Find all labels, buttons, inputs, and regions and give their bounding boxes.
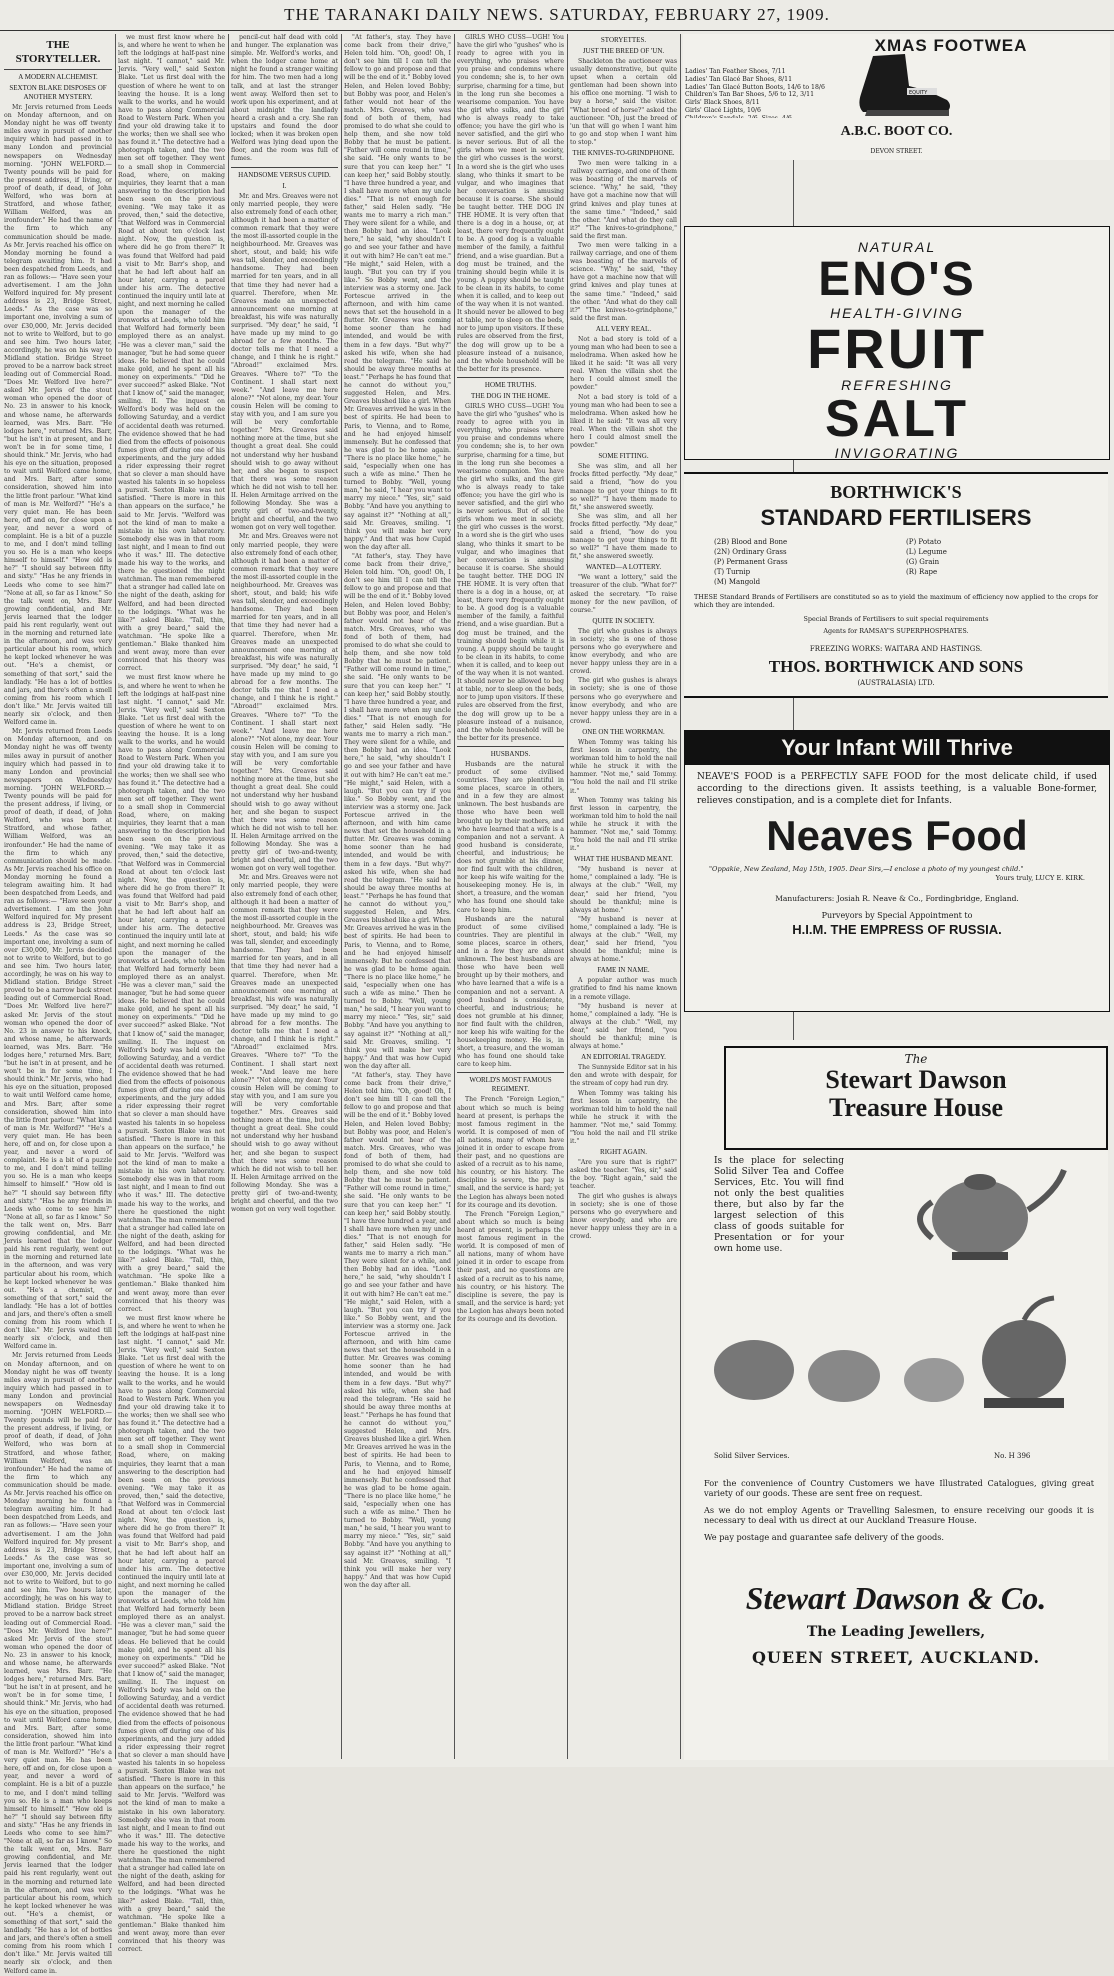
neaves-food-ad bbox=[684, 730, 1110, 1012]
article-text: The girl who gushes is always in society; she is one of those persons who go everywhere and know everybody, and who are never happy unless they are in a crowd. bbox=[570, 677, 677, 725]
story-headline: ONE ON THE WORKMAN. bbox=[582, 727, 665, 736]
story-headline: WORLD'S MOST FAMOUS REGIMENT. bbox=[469, 1076, 552, 1094]
article-text: Two men were talking in a railway carriage, and one of them was boasting of the marvels of science. "Why," he said, "they have got a machine now that will grind knives and play tunes at the same time." "Indeed," said the other. "And what do they call it?" "The knives-to-grindphone," said the first man. bbox=[570, 241, 677, 322]
image-caption: No. H 396 bbox=[994, 1452, 1031, 1460]
ad-maker: Manufacturers: Josiah R. Neave & Co., Fordingbridge, England. bbox=[775, 893, 1019, 903]
article-text: Shackleton the auctioneer was usually demonstrative, but quite upset when a certain old gentleman had been shown into his office one morning. "I wish to buy a horse," said the visitor. "What breed of horse?" asked the auctioneer. "Oh, just the breed of 'un that will go when I want him to go and stop when I want him to stop." bbox=[570, 58, 677, 146]
ad-title: Stewart Dawson bbox=[825, 1065, 1007, 1094]
article-text: The girl who gushes is always in society; she is one of those persons who go everywhere and know everybody, and who are never happy unless they are in a crowd. bbox=[570, 627, 677, 676]
article-text: Mr. and Mrs. Greaves were not only married people, they were also extremely fond of each other, although it had been a matter of common remark that they were the most ill-assorted couple in the neighbourhood. Mr. Greaves was short, stout, and bald; his wife was tall, slender, and exceedingly handsome. They had been married for ten years, and in all that time they had never had a quarrel. Therefore, when Mr. Greaves made an unexpected announcement one morning at breakfast, his wife was naturally surprised. "My dear," he said, "I have made up my mind to go abroad for a few months. The doctor tells me that I need a change, and I think he is right." "Abroad!" exclaimed Mrs. Greaves. "Where to?" "To the Continent. I shall start next week." "And leave me here alone?" "Not alone, my dear. Your cousin Helen will be coming to stay with you, and I am sure you will be very comfortable together." Mrs. Greaves said nothing more at the time, but she thought a great deal. She could not understand why her husband should wish to go away without her, and she began to suspect that there was some reason which he did not wish to tell her. II. Helen Armitage arrived on the following Monday. She was a pretty girl of two-and-twenty, bright and cheerful, and the two women got on very well together. bbox=[231, 874, 338, 1214]
story-headline: THE KNIVES-TO-GRINDPHONE. bbox=[572, 149, 675, 158]
column-2 bbox=[118, 34, 225, 1954]
ad-sub: The Leading Jewellers, bbox=[806, 1624, 986, 1640]
ad-firm: Stewart Dawson & Co. bbox=[745, 1580, 1047, 1616]
ad-footer bbox=[704, 1478, 1094, 1542]
eno-line: REFRESHING bbox=[841, 377, 953, 393]
article-text: She was slim, and all her frocks fitted perfectly. "My dear," said a friend, "how do you manage to get your things to fit so well?" "I have them made to fit," she answered sweetly. bbox=[570, 512, 677, 561]
story-headline: QUITE IN SOCIETY. bbox=[592, 616, 655, 625]
article-text: A popular author was much gratified to find his name known in a remote village. bbox=[570, 977, 677, 1001]
article-text: Mr. and Mrs. Greaves were not only married people, they were also extremely fond of each other, although it had been a matter of common remark that they were the most ill-assorted couple in the neighbourhood. Mr. Greaves was short, stout, and bald; his wife was tall, slender, and exceedingly handsome. They had been married for ten years, and in all that time they had never had a quarrel. Therefore, when Mr. Greaves made an unexpected announcement one morning at breakfast, his wife was naturally surprised. "My dear," he said, "I have made up my mind to go abroad for a few months. The doctor tells me that I need a change, and I think he is right." "Abroad!" exclaimed Mrs. Greaves. "Where to?" "To the Continent. I shall start next week." "And leave me here alone?" "Not alone, my dear. Your cousin Helen will be coming to stay with you, and I am sure you will be very comfortable together." Mrs. Greaves said nothing more at the time, but she thought a great deal. She could not understand why her husband should wish to go away without her, and she began to suspect that there was some reason which he did not wish to tell her. II. Helen Armitage arrived on the following Monday. She was a pretty girl of two-and-twenty, bright and cheerful, and the two women got on very well together. bbox=[231, 192, 338, 532]
column-6 bbox=[570, 34, 677, 1759]
article-text: She was slim, and all her frocks fitted perfectly. "My dear," said a friend, "how do you manage to get your things to fit so well?" "I have them made to fit," she answered sweetly. bbox=[570, 463, 677, 511]
neave-brand: Neaves Food bbox=[766, 812, 1028, 859]
article-text: GIRLS WHO CUSS—UGH! You have the girl who "gushes" who is ready to agree with you in everything, who praises where you praise and condemns where you condemn; she is, to her own surprise, charming for a time, but in the long run she becomes a wearisome companion. You have the girl who sulks, and the girl who is always ready to take offence; you have the girl who is never satisfied, and the girl who is never serious. But of all the girls whom we meet in society, the girl who cusses is the worst. In a word she is the girl who uses slang, who thinks it smart to be vulgar, and who imagines that her conversation is amusing because it is coarse. She should be taught better. THE DOG IN THE HOME. It is very often that there is a dog in a house, or, at least, there very frequently ought to be. A good dog is a valuable member of the family, a faithful friend, and a wise guardian. But a dog must be trained, and the training should begin while it is young. A puppy should be taught to be clean in its habits, to come when it is called, and to keep out of the way when it is not wanted. It should never be allowed to beg at table, nor to sleep on the beds, nor to jump upon visitors. If these rules are observed from the first, the dog will grow up to be a pleasure instead of a nuisance, and the whole household will be the better for its presence. bbox=[457, 34, 564, 373]
treasure-house-header bbox=[724, 1046, 1108, 1150]
boot-illustration bbox=[843, 50, 955, 120]
column-4 bbox=[344, 34, 451, 1759]
fertiliser-list bbox=[684, 531, 1108, 587]
ad-sub: (AUSTRALASIA) LTD. bbox=[857, 679, 935, 687]
ad-line: Children's Tan Bar Shoes, 5/6 to 12, 3/11 bbox=[685, 91, 815, 99]
ad-tag: Special Brands of Fertilisers to suit special requirements bbox=[803, 615, 989, 623]
teapot-illustration bbox=[860, 1152, 1100, 1270]
abc-boot-address bbox=[683, 148, 1110, 160]
column-5 bbox=[457, 34, 564, 1759]
article-text: When Tommy was taking his first lesson in carpentry, the workman told him to hold the nail while he struck it with the hammer. "Not me," said Tommy. "You hold the nail and I'll strike it." bbox=[570, 738, 677, 795]
article-text: When Tommy was taking his first lesson in carpentry, the workman told him to hold the nail while he struck it with the hammer. "Not me," said Tommy. "You hold the nail and I'll strike it." bbox=[570, 796, 677, 853]
abc-boot-ad bbox=[683, 118, 1110, 148]
ad-firm: A.B.C. BOOT CO. bbox=[840, 124, 953, 139]
article-text: "At father's, stay. They have come back from their drive," Helen told him. "Oh, good! Oh, I don't see him till I can tell the fellow to go and propose and that will be the end of it." Bobby loved Helen, and Helen loved Bobby; but Bobby was poor, and Helen's father would not hear of the match. Mrs. Greaves, who was fond of both of them, had promised to do what she could to help them, and she now told Bobby that he must be patient. "Father will come round in time," she said. "He only wants to be sure that you can keep her." "I can keep her," said Bobby stoutly. "I have three hundred a year, and I shall have more when my uncle dies." "That is not enough for father," said Helen sadly. "He wants me to marry a rich man." They were silent for a while, and then Bobby had an idea. "Look here," he said, "why shouldn't I go and see your father and have it out with him? He can't eat me." "He might," said Helen, with a laugh. "But you can try if you like." So Bobby went, and the interview was a stormy one. Jack Fortescue arrived in the afternoon, and with him came news that set the household in a flutter. Mr. Greaves was coming home sooner than he had intended, and would be with them in a few days. "But why?" asked his wife, when she had read the telegram. "He said he should be away three months at least." "Perhaps he has found that he cannot do without you," suggested Helen, and Mrs. Greaves blushed like a girl. When Mr. Greaves arrived he was in the best of spirits. He had been to Paris, to Vienna, and to Rome, and he had enjoyed himself immensely. But he confessed that he was glad to be home again. "There is no place like home," he said, "especially when one has such a wife as mine." Then he turned to Bobby. "Well, young man," he said, "I hear you want to marry my niece." "Yes, sir," said Bobby. "And have you anything to say against it?" "Nothing at all," said Mr. Greaves, smiling. "I think you will make her very happy." And that was how Cupid won the day after all. bbox=[344, 1072, 451, 1589]
article-text: The Sunnyside Editor sat in his den and wrote with despair, for the stream of copy had run dry. bbox=[570, 1064, 677, 1088]
shoe-label: EQUITY bbox=[909, 90, 928, 96]
ad-footer-line: We pay postage and guarantee safe delivery of the goods. bbox=[704, 1531, 945, 1542]
fertiliser-item: (P) Permanent Grass bbox=[714, 558, 788, 566]
article-text: Not a bad story is told of a young man who had been to see a melodrama. When asked how he liked it he said: "It was all very real. When the villain shot the hero I could almost smell the powder." bbox=[570, 335, 677, 392]
ad-title: STANDARD FERTILISERS bbox=[760, 505, 1032, 530]
story-subhead: THE DOG IN THE HOME. bbox=[471, 391, 550, 400]
divider bbox=[457, 377, 564, 378]
story-headline: FAME IN NAME. bbox=[597, 966, 650, 975]
column-3 bbox=[231, 34, 338, 1759]
fertiliser-item: (T) Turnip bbox=[714, 568, 751, 576]
fertiliser-item: (2B) Blood and Bone bbox=[714, 538, 788, 546]
divider bbox=[457, 746, 564, 747]
ad-tag: Agents for RAMSAY'S SUPERPHOSPHATES. bbox=[823, 627, 969, 635]
section-heading: STORYETTES. bbox=[600, 36, 647, 44]
stewart-dawson-ad bbox=[684, 1040, 1108, 1760]
article-text: Mr. Jervis returned from Leeds on Monday afternoon, and on Monday night he was off twenty miles away in pursuit of another inquiry which had passed in to many London and provincial newspapers on Wednesday morning. "JOHN WELFORD.—Twenty pounds will be paid for the present address, if living, or proof of death, if dead, of John Welford, who was born at Stratford, and whose father, William Welford, was an ironfounder." He had the name of the firm to which any communication should be made. As Mr. Jervis reached his office on Monday morning he found a telegram awaiting him. It had been despatched from Leeds, and ran as follows:— "Have seen your advertisement. I am the John Welford inquired for. My present address is 23, Bridge Street, Leeds." As the case was so important one, involving a sum of over £30,000, Mr. Jervis decided not to write to Welford, but to go and see him. Two hours later, accordingly, he was on his way to Midland station. Bridge Street proved to be a narrow back street leading out of Commercial Road. "Does Mr. Welford live here?" asked Mr. Jervis of the stout woman who opened the door of No. 23 in answer to his knock, and whose name, he afterwards learned, was Mrs. Barr. "He lodges here," returned Mrs. Barr, "but he isn't in at present, and he won't be in for some time, I should think." Mr. Jervis, who had his eye on the situation, proposed to wait until Welford came home, and Mrs. Barr, after some consideration, showed him into the little front parlour. "What kind of man is Mr. Welford?" "He's a very quiet man. He has been here, off and on, for close upon a year, and never a word of complaint. He is a bit of a puzzle to me, and I don't mind telling you so. He is a man who keeps himself to himself." "How old is he?" "I should say between fifty and sixty." "Has he any friends in Leeds who come to see him?" "None at all, so far as I know." So the talk went on, Mrs. Barr growing confidential, and Mr. Jervis learned that the lodger paid his rent regularly, went out in the morning and returned late in the afternoon, and was very particular about his room, which he kept locked whenever he was out. "He's a chemist, or something of that sort," said the landlady. "He has a lot of bottles and jars, and there's often a smell coming from his room which I don't like." Mr. Jervis waited till nearly six o'clock, and then Welford came in. bbox=[4, 728, 112, 1351]
ad-footer-line: As we do not employ Agents or Travelling Salesmen, to ensure receiving our goods it is necessary to deal with us direct at our Auckland Treasure House. bbox=[704, 1504, 1094, 1526]
ad-firm: THOS. BORTHWICK AND SONS bbox=[768, 657, 1024, 676]
ad-line: Girls' Glacé Lights, 10/6 bbox=[685, 106, 761, 114]
tea-service-illustration bbox=[694, 1290, 1098, 1450]
story-headline: HUSBANDS. bbox=[490, 749, 531, 758]
image-caption: Solid Silver Services. bbox=[714, 1452, 790, 1460]
story-headline: HOME TRUTHS. bbox=[484, 380, 537, 389]
fertiliser-item: (2N) Ordinary Grass bbox=[714, 548, 787, 556]
article-text: we must first know where he is, and where he went to when he left the lodgings at half-past nine last night. "I cannot," said Mr. Jervis. "Very well," said Sexton Blake. "Let us first deal with the question of where he went to on leaving the house. It is a long walk to the works, and he would have to pass along Commercial Road to Western Park. When you find your old drawing take it to the works; then we shall see who has found it." The detective had a photograph taken, and the two men set off together. They went to a small shop in Commercial Road, where, on making inquiries, they learnt that a man answering to the description had been seen on the previous evening. "We may take it as proved, then," said the detective, "that Welford was in Commercial Road at about ten o'clock last night. Now, the question is, where did he go from there?" It was found that Welford had paid a visit to Mr. Barr's shop, and that he had left about half an hour later, carrying a parcel under his arm. The detective continued the inquiry until late at night, and next morning he called upon the manager of the ironworks at Leeds, who told him that Welford had formerly been employed there as an analyst. "He was a clever man," said the manager, "but he had some queer ideas. He believed that he could make gold, and he spent all his money on experiments." "Did he ever succeed?" asked Blake. "Not that I know of," said the manager, smiling. II. The inquest on Welford's body was held on the following Saturday, and a verdict of accidental death was returned. The evidence showed that he had died from the effects of poisonous fumes given off during one of his experiments, and the jury added a rider expressing their regret that so clever a man should have wasted his talents in so hopeless a pursuit. Sexton Blake was not satisfied. "There is more in this than appears on the surface," he said to Mr. Jervis. "Welford was not the kind of man to make a mistake in his own laboratory. Somebody else was in that room last night, and I mean to find out who it was." III. The detective made his way to the works, and there he questioned the night watchman. The man remembered that a stranger had called late on the night of the death, asking for Welford, and had been directed to the lodgings. "What was he like?" asked Blake. "Tall, thin, with a grey beard," said the watchman. "He spoke like a gentleman." Blake thanked him and went away, more than ever convinced that his theory was correct. bbox=[118, 1314, 225, 1954]
ad-royal: Purveyors by Special Appointment to bbox=[821, 910, 973, 920]
ad-works: FREEZING WORKS: WAITARA AND HASTINGS. bbox=[809, 645, 983, 653]
article-text: GIRLS WHO CUSS—UGH! You have the girl who "gushes" who is ready to agree with you in everything, who praises where you praise and condemns where you condemn; she is, to her own surprise, charming for a time, but in the long run she becomes a wearisome companion. You have the girl who sulks, and the girl who is always ready to take offence; you have the girl who is never satisfied, and the girl who is never serious. But of all the girls whom we meet in society, the girl who cusses is the worst. In a word she is the girl who uses slang, who thinks it smart to be vulgar, and who imagines that her conversation is amusing because it is coarse. She should be taught better. THE DOG IN THE HOME. It is very often that there is a dog in a house, or, at least, there very frequently ought to be. A good dog is a valuable member of the family, a faithful friend, and a wise guardian. But a dog must be trained, and the training should begin while it is young. A puppy should be taught to be clean in its habits, to come when it is called, and to keep out of the way when it is not wanted. It should never be allowed to beg at table, nor to sleep on the beds, nor to jump upon visitors. If these rules are observed from the first, the dog will grow up to be a pleasure instead of a nuisance, and the whole household will be the better for its presence. bbox=[457, 402, 564, 742]
ad-line: Ladies' Tan Glacé Bar Shoes, 8/11 bbox=[685, 75, 793, 83]
article-text: "My husband is never at home," complained a lady. "He is always at the club." "Well, my dear," said her friend, "you should be thankful; mine is always at home." bbox=[570, 915, 677, 964]
ad-the: The bbox=[904, 1052, 928, 1066]
column-rule bbox=[567, 34, 568, 1759]
ad-footer-line: For the convenience of Country Customers we have Illustrated Catalogues, giving great variety of our goods. These are sent free on request. bbox=[704, 1478, 1094, 1499]
ad-title: XMAS FOOTWEA bbox=[874, 36, 1028, 55]
fertiliser-item: (M) Mangold bbox=[714, 578, 761, 586]
article-text: "My husband is never at home," complained a lady. "He is always at the club." "Well, my dear," said her friend, "you should be thankful; mine is always at home." bbox=[570, 1002, 677, 1051]
masthead: THE TARANAKI DAILY NEWS. SATURDAY, FEBRUARY 27, 1909. bbox=[0, 0, 1114, 31]
ad-title: BORTHWICK'S bbox=[830, 482, 962, 502]
article-text: When Tommy was taking his first lesson in carpentry, the workman told him to hold the nail while he struck it with the hammer. "Not me," said Tommy. "You hold the nail and I'll strike it." bbox=[570, 1089, 677, 1146]
column-rule bbox=[454, 34, 455, 1759]
article-text: "Are you sure that is right?" asked the teacher. "Yes, sir," said the boy. "Right again," said the teacher. bbox=[570, 1159, 677, 1191]
article-text: "At father's, stay. They have come back from their drive," Helen told him. "Oh, good! Oh, I don't see him till I can tell the fellow to go and propose and that will be the end of it." Bobby loved Helen, and Helen loved Bobby; but Bobby was poor, and Helen's father would not hear of the match. Mrs. Greaves, who was fond of both of them, had promised to do what she could to help them, and she now told Bobby that he must be patient. "Father will come round in time," she said. "He only wants to be sure that you can keep her." "I can keep her," said Bobby stoutly. "I have three hundred a year, and I shall have more when my uncle dies." "That is not enough for father," said Helen sadly. "He wants me to marry a rich man." They were silent for a while, and then Bobby had an idea. "Look here," he said, "why shouldn't I go and see your father and have it out with him? He can't eat me." "He might," said Helen, with a laugh. "But you can try if you like." So Bobby went, and the interview was a stormy one. Jack Fortescue arrived in the afternoon, and with him came news that set the household in a flutter. Mr. Greaves was coming home sooner than he had intended, and would be with them in a few days. "But why?" asked his wife, when she had read the telegram. "He said he should be away three months at least." "Perhaps he has found that he cannot do without you," suggested Helen, and Mrs. Greaves blushed like a girl. When Mr. Greaves arrived he was in the best of spirits. He had been to Paris, to Vienna, and to Rome, and he had enjoyed himself immensely. But he confessed that he was glad to be home again. "There is no place like home," he said, "especially when one has such a wife as mine." Then he turned to Bobby. "Well, young man," he said, "I hear you want to marry my niece." "Yes, sir," said Bobby. "And have you anything to say against it?" "Nothing at all," said Mr. Greaves, smiling. "I think you will make her very happy." And that was how Cupid won the day after all. bbox=[344, 34, 451, 551]
article-text: "My husband is never at home," complained a lady. "He is always at the club." "Well, my dear," said her friend, "you should be thankful; mine is always at home." bbox=[570, 866, 677, 914]
ad-line: Girls' Black Shoes, 8/11 bbox=[685, 99, 760, 107]
column-1 bbox=[4, 34, 112, 1975]
column-rule bbox=[341, 34, 342, 1759]
fertiliser-item: (R) Rape bbox=[906, 568, 938, 576]
story-headline: HANDSOME VERSUS CUPID. bbox=[238, 170, 331, 179]
article-text: Mr. Jervis returned from Leeds on Monday afternoon, and on Monday night he was off twenty miles away in pursuit of another inquiry which had passed in to many London and provincial newspapers on Wednesday morning. "JOHN WELFORD.—Twenty pounds will be paid for the present address, if living, or proof of death, if dead, of John Welford, who was born at Stratford, and whose father, William Welford, was an ironfounder." He had the name of the firm to which any communication should be made. As Mr. Jervis reached his office on Monday morning he found a telegram awaiting him. It had been despatched from Leeds, and ran as follows:— "Have seen your advertisement. I am the John Welford inquired for. My present address is 23, Bridge Street, Leeds." As the case was so important one, involving a sum of over £30,000, Mr. Jervis decided not to write to Welford, but to go and see him. Two hours later, accordingly, he was on his way to Midland station. Bridge Street proved to be a narrow back street leading out of Commercial Road. "Does Mr. Welford live here?" asked Mr. Jervis of the stout woman who opened the door of No. 23 in answer to his knock, and whose name, he afterwards learned, was Mrs. Barr. "He lodges here," returned Mrs. Barr, "but he isn't in at present, and he won't be in for some time, I should think." Mr. Jervis, who had his eye on the situation, proposed to wait until Welford came home, and Mrs. Barr, after some consideration, showed him into the little front parlour. "What kind of man is Mr. Welford?" "He's a very quiet man. He has been here, off and on, for close upon a year, and never a word of complaint. He is a bit of a puzzle to me, and I don't mind telling you so. He is a man who keeps himself to himself." "How old is he?" "I should say between fifty and sixty." "Has he any friends in Leeds who come to see him?" "None at all, so far as I know." So the talk went on, Mrs. Barr growing confidential, and Mr. Jervis learned that the lodger paid his rent regularly, went out in the morning and returned late in the afternoon, and was very particular about his room, which he kept locked whenever he was out. "He's a chemist, or something of that sort," said the landlady. "He has a lot of bottles and jars, and there's often a smell coming from his room which I don't like." Mr. Jervis waited till nearly six o'clock, and then Welford came in. bbox=[4, 104, 112, 727]
article-text: we must first know where he is, and where he went to when he left the lodgings at half-past nine last night. "I cannot," said Mr. Jervis. "Very well," said Sexton Blake. "Let us first deal with the question of where he went to on leaving the house. It is a long walk to the works, and he would have to pass along Commercial Road to Western Park. When you find your old drawing take it to the works; then we shall see who has found it." The detective had a photograph taken, and the two men set off together. They went to a small shop in Commercial Road, where, on making inquiries, they learnt that a man answering to the description had been seen on the previous evening. "We may take it as proved, then," said the detective, "that Welford was in Commercial Road at about ten o'clock last night. Now, the question is, where did he go from there?" It was found that Welford had paid a visit to Mr. Barr's shop, and that he had left about half an hour later, carrying a parcel under his arm. The detective continued the inquiry until late at night, and next morning he called upon the manager of the ironworks at Leeds, who told him that Welford had formerly been employed there as an analyst. "He was a clever man," said the manager, "but he had some queer ideas. He believed that he could make gold, and he spent all his money on experiments." "Did he ever succeed?" asked Blake. "Not that I know of," said the manager, smiling. II. The inquest on Welford's body was held on the following Saturday, and a verdict of accidental death was returned. The evidence showed that he had died from the effects of poisonous fumes given off during one of his experiments, and the jury added a rider expressing their regret that so clever a man should have wasted his talents in so hopeless a pursuit. Sexton Blake was not satisfied. "There is more in this than appears on the surface," he said to Mr. Jervis. "Welford was not the kind of man to make a mistake in his own laboratory. Somebody else was in that room last night, and I mean to find out who it was." III. The detective made his way to the works, and there he questioned the night watchman. The man remembered that a stranger had called late on the night of the death, asking for Welford, and had been directed to the lodgings. "What was he like?" asked Blake. "Tall, thin, with a grey beard," said the watchman. "He spoke like a gentleman." Blake thanked him and went away, more than ever convinced that his theory was correct. bbox=[118, 674, 225, 1313]
enos-fruit-salt-ad bbox=[684, 226, 1110, 460]
ad-body: Is the place for selecting Solid Silver Tea and Coffee Services, Etc. You will find not only the best qualities there, but also by far the largest selection of this class of goods suitable for Presentation or for your own home use. bbox=[714, 1156, 844, 1254]
column-rule bbox=[680, 34, 681, 1759]
article-text: The girl who gushes is always in society; she is one of those persons who go everywhere and know everybody, and who are never happy unless they are in a crowd. bbox=[570, 1192, 677, 1240]
ad-body: THESE Standard Brands of Fertilisers are constituted so as to yield the maximum of efficiency now applied to the crops for which they are intended. bbox=[694, 593, 1098, 609]
borthwick-ad bbox=[684, 472, 1108, 698]
article-text: The French "Foreign Legion," about which so much is being heard at present, is perhaps the most famous regiment in the world. It is composed of men of all nations, many of whom have joined it in order to escape from their past, and no questions are asked of a recruit as to his name, his country, or his history. The discipline is severe, the pay is small, and the service is hard; yet the Legion has always been noted for its courage and its devotion. bbox=[457, 1096, 564, 1209]
eno-brand: ENO'S bbox=[818, 253, 976, 306]
article-text: Two men were talking in a railway carriage, and one of them was boasting of the marvels of science. "Why," he said, "they have got a machine now that will grind knives and play tunes at the same time." "Indeed," said the other. "And what do they call it?" "The knives-to-grindphone," said the first man. bbox=[570, 160, 677, 240]
eno-line: HEALTH-GIVING bbox=[830, 305, 964, 321]
article-text: Not a bad story is told of a young man who had been to see a melodrama. When asked how he liked it he said: "It was all very real. When the villain shot the hero I could almost smell the powder." bbox=[570, 393, 677, 450]
article-text: The French "Foreign Legion," about which so much is being heard at present, is perhaps the most famous regiment in the world. It is composed of men of all nations, many of whom have joined it in order to escape from their past, and no questions are asked of a recruit as to his name, his country, or his history. The discipline is severe, the pay is small, and the service is hard; yet the Legion has always been noted for its courage and its devotion. bbox=[457, 1210, 564, 1323]
article-text: "At father's, stay. They have come back from their drive," Helen told him. "Oh, good! Oh, I don't see him till I can tell the fellow to go and propose and that will be the end of it." Bobby loved Helen, and Helen loved Bobby; but Bobby was poor, and Helen's father would not hear of the match. Mrs. Greaves, who was fond of both of them, had promised to do what she could to help them, and she now told Bobby that he must be patient. "Father will come round in time," she said. "He only wants to be sure that you can keep her." "I can keep her," said Bobby stoutly. "I have three hundred a year, and I shall have more when my uncle dies." "That is not enough for father," said Helen sadly. "He wants me to marry a rich man." They were silent for a while, and then Bobby had an idea. "Look here," he said, "why shouldn't I go and see your father and have it out with him? He can't eat me." "He might," said Helen, with a laugh. "But you can try if you like." So Bobby went, and the interview was a stormy one. Jack Fortescue arrived in the afternoon, and with him came news that set the household in a flutter. Mr. Greaves was coming home sooner than he had intended, and would be with them in a few days. "But why?" asked his wife, when she had read the telegram. "He said he should be away three months at least." "Perhaps he has found that he cannot do without you," suggested Helen, and Mrs. Greaves blushed like a girl. When Mr. Greaves arrived he was in the best of spirits. He had been to Paris, to Vienna, and to Rome, and he had enjoyed himself immensely. But he confessed that he was glad to be home again. "There is no place like home," he said, "especially when one has such a wife as mine." Then he turned to Bobby. "Well, young man," he said, "I hear you want to marry my niece." "Yes, sir," said Bobby. "And have you anything to say against it?" "Nothing at all," said Mr. Greaves, smiling. "I think you will make her very happy." And that was how Cupid won the day after all. bbox=[344, 553, 451, 1070]
ad-title: Your Infant Will Thrive bbox=[685, 731, 1109, 765]
story-headline: JUST THE BREED OF 'UN. bbox=[582, 47, 665, 55]
eno-line: INVIGORATING bbox=[834, 445, 960, 461]
divider bbox=[231, 167, 338, 168]
story-headline: SOME FITTING. bbox=[598, 452, 649, 461]
ad-testimonial: "Oppakie, New Zealand, May 15th, 1905. Dear Sirs,—I enclose a photo of my youngest child." bbox=[709, 865, 1024, 873]
ad-signature: Yours truly, LUCY E. KIRK. bbox=[995, 873, 1085, 882]
story-headline: RIGHT AGAIN. bbox=[600, 1148, 647, 1157]
ad-street: DEVON STREET. bbox=[870, 148, 923, 155]
fertiliser-item: (L) Legume bbox=[906, 548, 947, 556]
chapter-number: I. bbox=[282, 181, 287, 190]
article-text: "We want a lottery," said the treasurer of the club. "What for?" asked the secretary. "To raise money for the new pavilion, of course." bbox=[570, 574, 677, 614]
eno-line: NATURAL bbox=[857, 239, 937, 255]
story-headline: A MODERN ALCHEMIST. bbox=[18, 73, 98, 81]
ad-line: Ladies' Tan Feather Shoes, 7/11 bbox=[685, 68, 786, 75]
ad-royal-title: H.I.M. THE EMPRESS OF RUSSIA. bbox=[792, 921, 1002, 937]
fertiliser-item: (P) Potato bbox=[906, 538, 942, 546]
divider bbox=[4, 69, 112, 70]
ad-title: Treasure House bbox=[828, 1093, 1004, 1122]
article-text: Husbands are the natural product of some civilised countries. They are plentiful in some places, scarce in others, and in a few they are almost unknown. The best husbands are those who have been well brought up by their mothers, and who have learned that a wife is a companion and not a servant. A good husband is considerate, cheerful, and industrious; he does not grumble at his dinner, nor find fault with the children, nor keep his wife waiting for the housekeeping money. He is, in short, a treasure, and the woman who has found one should take care to keep him. bbox=[457, 915, 564, 1069]
article-text: Mr. Jervis returned from Leeds on Monday afternoon, and on Monday night he was off twenty miles away in pursuit of another inquiry which had passed in to many London and provincial newspapers on Wednesday morning. "JOHN WELFORD.—Twenty pounds will be paid for the present address, if living, or proof of death, if dead, of John Welford, who was born at Stratford, and whose father, William Welford, was an ironfounder." He had the name of the firm to which any communication should be made. As Mr. Jervis reached his office on Monday morning he found a telegram awaiting him. It had been despatched from Leeds, and ran as follows:— "Have seen your advertisement. I am the John Welford inquired for. My present address is 23, Bridge Street, Leeds." As the case was so important one, involving a sum of over £30,000, Mr. Jervis decided not to write to Welford, but to go and see him. Two hours later, accordingly, he was on his way to Midland station. Bridge Street proved to be a narrow back street leading out of Commercial Road. "Does Mr. Welford live here?" asked Mr. Jervis of the stout woman who opened the door of No. 23 in answer to his knock, and whose name, he afterwards learned, was Mrs. Barr. "He lodges here," returned Mrs. Barr, "but he isn't in at present, and he won't be in for some time, I should think." Mr. Jervis, who had his eye on the situation, proposed to wait until Welford came home, and Mrs. Barr, after some consideration, showed him into the little front parlour. "What kind of man is Mr. Welford?" "He's a very quiet man. He has been here, off and on, for close upon a year, and never a word of complaint. He is a bit of a puzzle to me, and I don't mind telling you so. He is a man who keeps himself to himself." "How old is he?" "I should say between fifty and sixty." "Has he any friends in Leeds who come to see him?" "None at all, so far as I know." So the talk went on, Mrs. Barr growing confidential, and Mr. Jervis learned that the lodger paid his rent regularly, went out in the morning and returned late in the afternoon, and was very particular about his room, which he kept locked whenever he was out. "He's a chemist, or something of that sort," said the landlady. "He has a lot of bottles and jars, and there's often a smell coming from his room which I don't like." Mr. Jervis waited till nearly six o'clock, and then Welford came in. bbox=[4, 1352, 112, 1975]
article-text: we must first know where he is, and where he went to when he left the lodgings at half-past nine last night. "I cannot," said Mr. Jervis. "Very well," said Sexton Blake. "Let us first deal with the question of where he went to on leaving the house. It is a long walk to the works, and he would have to pass along Commercial Road to Western Park. When you find your old drawing take it to the works; then we shall see who has found it." The detective had a photograph taken, and the two men set off together. They went to a small shop in Commercial Road, where, on making inquiries, they learnt that a man answering to the description had been seen on the previous evening. "We may take it as proved, then," said the detective, "that Welford was in Commercial Road at about ten o'clock last night. Now, the question is, where did he go from there?" It was found that Welford had paid a visit to Mr. Barr's shop, and that he had left about half an hour later, carrying a parcel under his arm. The detective continued the inquiry until late at night, and next morning he called upon the manager of the ironworks at Leeds, who told him that Welford had formerly been employed there as an analyst. "He was a clever man," said the manager, "but he had some queer ideas. He believed that he could make gold, and he spent all his money on experiments." "Did he ever succeed?" asked Blake. "Not that I know of," said the manager, smiling. II. The inquest on Welford's body was held on the following Saturday, and a verdict of accidental death was returned. The evidence showed that he had died from the effects of poisonous fumes given off during one of his experiments, and the jury added a rider expressing their regret that so clever a man should have wasted his talents in so hopeless a pursuit. Sexton Blake was not satisfied. "There is more in this than appears on the surface," he said to Mr. Jervis. "Welford was not the kind of man to make a mistake in his own laboratory. Somebody else was in that room last night, and I mean to find out who it was." III. The detective made his way to the works, and there he questioned the night watchman. The man remembered that a stranger had called late on the night of the death, asking for Welford, and had been directed to the lodgings. "What was he like?" asked Blake. "Tall, thin, with a grey beard," said the watchman. "He spoke like a gentleman." Blake thanked him and went away, more than ever convinced that his theory was correct. bbox=[118, 34, 225, 673]
story-subhead: SEXTON BLAKE DISPOSES OF ANOTHER MYSTERY. bbox=[9, 84, 107, 101]
article-text: Husbands are the natural product of some civilised countries. They are plentiful in some places, scarce in others, and in a few they are almost unknown. The best husbands are those who have been well brought up by their mothers, and who have learned that a wife is a companion and not a servant. A good husband is considerate, cheerful, and industrious; he does not grumble at his dinner, nor find fault with the children, nor keep his wife waiting for the housekeeping money. He is, in short, a treasure, and the woman who has found one should take care to keep him. bbox=[457, 760, 564, 914]
section-heading: THE STORYTELLER. bbox=[15, 39, 101, 65]
ad-line: Ladies' Tan Glacé Button Boots, 14/6 to 18/6 bbox=[685, 83, 825, 91]
ad-street: QUEEN STREET, AUCKLAND. bbox=[751, 1648, 1041, 1667]
story-headline: ALL VERY REAL. bbox=[595, 324, 652, 333]
eno-fruit: FRUIT bbox=[807, 317, 987, 380]
ad-body: NEAVE'S FOOD is a PERFECTLY SAFE FOOD for the most delicate child, if used according to the directions given. It assists teething, is a valuable Bone-former, relieves constipation, and is a complete diet for Infants. bbox=[697, 772, 1097, 806]
column-rule bbox=[228, 34, 229, 1759]
column-rule bbox=[115, 34, 116, 1759]
divider bbox=[457, 1072, 564, 1073]
fertiliser-item: (G) Grain bbox=[906, 558, 940, 566]
article-text: Mr. and Mrs. Greaves were not only married people, they were also extremely fond of each other, although it had been a matter of common remark that they were the most ill-assorted couple in the neighbourhood. Mr. Greaves was short, stout, and bald; his wife was tall, slender, and exceedingly handsome. They had been married for ten years, and in all that time they had never had a quarrel. Therefore, when Mr. Greaves made an unexpected announcement one morning at breakfast, his wife was naturally surprised. "My dear," he said, "I have made up my mind to go abroad for a few months. The doctor tells me that I need a change, and I think he is right." "Abroad!" exclaimed Mrs. Greaves. "Where to?" "To the Continent. I shall start next week." "And leave me here alone?" "Not alone, my dear. Your cousin Helen will be coming to stay with you, and I am sure you will be very comfortable together." Mrs. Greaves said nothing more at the time, but she thought a great deal. She could not understand why her husband should wish to go away without her, and she began to suspect that there was some reason which he did not wish to tell her. II. Helen Armitage arrived on the following Monday. She was a pretty girl of two-and-twenty, bright and cheerful, and the two women got on very well together. bbox=[231, 533, 338, 873]
story-headline: WANTED—A LOTTERY. bbox=[585, 563, 662, 572]
article-text: pencil-cut half dead with cold and hunger. The explanation was simple. Mr. Welford's works, and when the lodger came home at night he found a stranger waiting for him. The two men had a long talk, and at last the stranger went away. Welford then set to work upon his experiment, and at about midnight the landlady heard a crash and a cry. She ran upstairs and found the door locked; when it was broken open Welford was lying dead upon the floor, and the room was full of fumes. bbox=[231, 34, 338, 163]
xmas-footwear-ad bbox=[683, 34, 1110, 130]
eno-salt: SALT bbox=[825, 390, 969, 448]
story-headline: WHAT THE HUSBAND MEANT. bbox=[574, 855, 673, 864]
story-headline: AN EDITORIAL TRAGEDY. bbox=[581, 1053, 666, 1062]
